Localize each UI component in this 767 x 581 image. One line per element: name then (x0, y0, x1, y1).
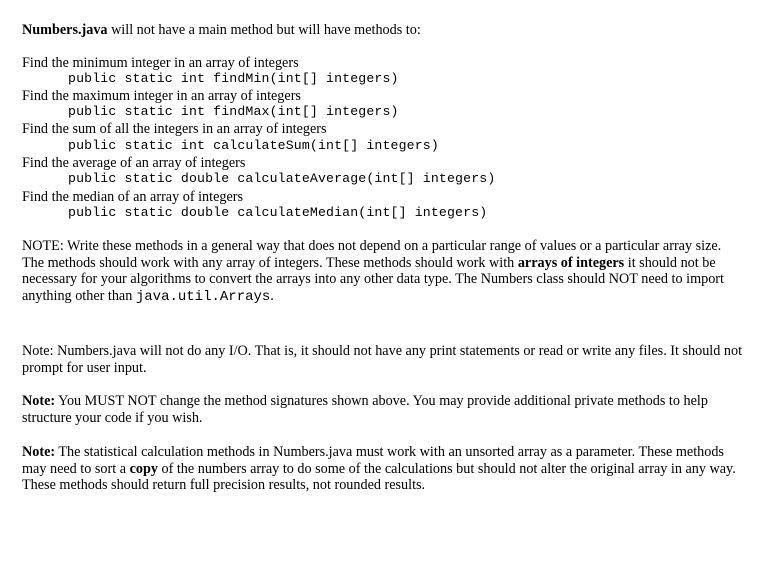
note-general-methods (22, 238, 744, 305)
note-statistics-text-1: The statistical calculation methods in Numbers.java must work with an unsorted array as a parameter. These methods may need to sort a (22, 444, 724, 477)
note-statistics-label: Note: (22, 444, 56, 460)
note-signatures-label: Note: (22, 393, 56, 409)
intro-line (22, 22, 421, 38)
method-signature-calculatemedian: public static double calculateMedian(int[] integers) (68, 205, 488, 220)
note-general-text-3: . (270, 287, 274, 304)
note-general-bold: arrays of integers (517, 254, 625, 271)
note-signatures (22, 393, 744, 426)
note-general-text-1: NOTE: Write these methods in a general way that does not depend on a particular range of values or a particular array size. The methods should work with any array of integers. These methods should work with (22, 238, 722, 271)
method-desc-findmax: Find the maximum integer in an array of integers (22, 88, 301, 104)
method-signature-calculatesum: public static int calculateSum(int[] integers) (68, 138, 439, 153)
intro-bold-filename: Numbers.java (22, 22, 108, 38)
note-statistics-bold-copy: copy (129, 460, 158, 477)
intro-text: will not have a main method but will have methods to: (107, 22, 421, 38)
method-desc-calculatesum: Find the sum of all the integers in an array of integers (22, 121, 327, 137)
note-statistics-text-2: of the numbers array to do some of the calculations but should not alter the original array in any way. These methods should return full precision results, not rounded results. (22, 460, 736, 494)
method-desc-calculateaverage: Find the average of an array of integers (22, 155, 246, 171)
note-general-text-2: it should not be necessary for your algorithms to convert the arrays into any other data type. The Numbers class should NOT need to import anything other than (22, 254, 724, 304)
method-signature-findmin: public static int findMin(int[] integers) (68, 71, 399, 86)
note-signatures-text: You MUST NOT change the method signatures shown above. You may provide additional private methods to help structure your code if you wish. (22, 393, 708, 426)
method-desc-calculatemedian: Find the median of an array of integers (22, 189, 244, 205)
note-statistics (22, 444, 744, 494)
note-no-io: Note: Numbers.java will not do any I/O. That is, it should not have any print statements or read or write any files. It should not prompt for user input. (22, 343, 743, 376)
note-general-import-code: java.util.Arrays (135, 288, 271, 305)
method-signature-findmax: public static int findMax(int[] integers) (68, 104, 399, 119)
method-desc-findmin: Find the minimum integer in an array of integers (22, 55, 299, 71)
method-signature-calculateaverage: public static double calculateAverage(int[] integers) (68, 171, 496, 186)
